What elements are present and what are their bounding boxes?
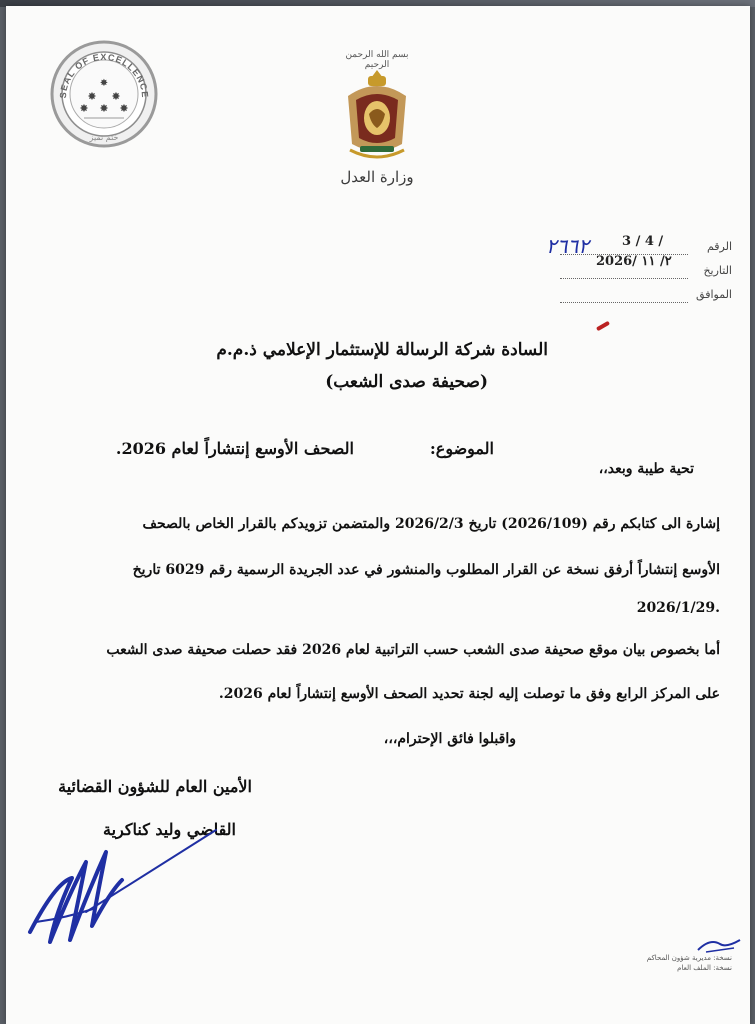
subject-label: الموضوع: xyxy=(429,439,494,458)
ministry-crest xyxy=(338,50,416,198)
date-line xyxy=(560,278,688,279)
paragraph-1-line-3: 2026/1/29. xyxy=(636,600,720,616)
svg-text:✸: ✸ xyxy=(99,102,109,115)
copy-line-2: نسخة: الملف العام xyxy=(677,964,732,972)
ref-label: الرقم xyxy=(706,240,732,253)
crest-caption: بسم الله الرحمن الرحيم xyxy=(345,50,409,70)
date-label: التاريخ xyxy=(703,264,732,277)
seal-ring-text: SEAL OF EXCELLENCE xyxy=(57,51,151,99)
svg-text:✸: ✸ xyxy=(79,102,89,115)
closing-line: واقبلوا فائق الإحترام،،، xyxy=(383,731,516,747)
handwritten-ref-number: ٢٦٦٢ xyxy=(546,234,589,258)
svg-text:✸: ✸ xyxy=(119,102,129,115)
addressee-line-1: السادة شركة الرسالة للإستثمار الإعلامي ذ.م.م xyxy=(216,340,548,360)
seal-bottom-text: ختم تميز xyxy=(89,133,119,142)
svg-text:✸: ✸ xyxy=(87,90,97,103)
signatory-title: الأمين العام للشؤون القضائية xyxy=(58,777,252,796)
coat-of-arms-icon xyxy=(342,66,412,164)
paragraph-2-line-2: على المركز الرابع وفق ما توصلت إليه لجنة تحديد الصحف الأوسع إنتشاراً لعام 2026. xyxy=(218,686,720,702)
handwritten-signature-icon xyxy=(26,822,226,962)
addressee-line-2: (صحيفة صدى الشعب) xyxy=(325,372,488,392)
svg-text:✸: ✸ xyxy=(111,90,121,103)
subject-text: الصحف الأوسع إنتشاراً لعام 2026. xyxy=(115,439,354,458)
corresp-label: الموافق xyxy=(696,288,732,301)
ref-value: 3 / 4 / xyxy=(622,234,664,249)
paragraph-2-line-1: أما بخصوص بيان موقع صحيفة صدى الشعب حسب التراتبية لعام 2026 فقد حصلت صحيفة صدى الشعب xyxy=(106,642,720,658)
seal-of-excellence-icon xyxy=(50,40,158,148)
svg-text:✸: ✸ xyxy=(99,78,109,89)
red-tick-mark xyxy=(596,321,610,331)
copies-list xyxy=(612,954,732,974)
greeting: تحية طيبة وبعد،، xyxy=(598,461,694,477)
date-value: 2026/ ٢/ ١١ xyxy=(596,254,672,269)
copy-line-1: نسخة: مديرية شؤون المحاكم xyxy=(646,954,732,962)
letter-page xyxy=(6,6,750,1024)
initials-paraph-icon xyxy=(696,934,742,956)
signatory-name: القاضي وليد كناكرية xyxy=(103,820,236,839)
paragraph-1-line-1: إشارة الى كتابكم رقم (2026/109) تاريخ 2026/2/3 والمتضمن تزويدكم بالقرار الخاص بالصحف xyxy=(142,516,720,532)
ministry-name: وزارة العدل xyxy=(340,168,414,186)
corresp-line xyxy=(560,302,688,303)
paragraph-1-line-2: الأوسع إنتشاراً أرفق نسخة عن القرار المطلوب والمنشور في عدد الجريدة الرسمية رقم 6029 تاريخ xyxy=(132,562,720,578)
